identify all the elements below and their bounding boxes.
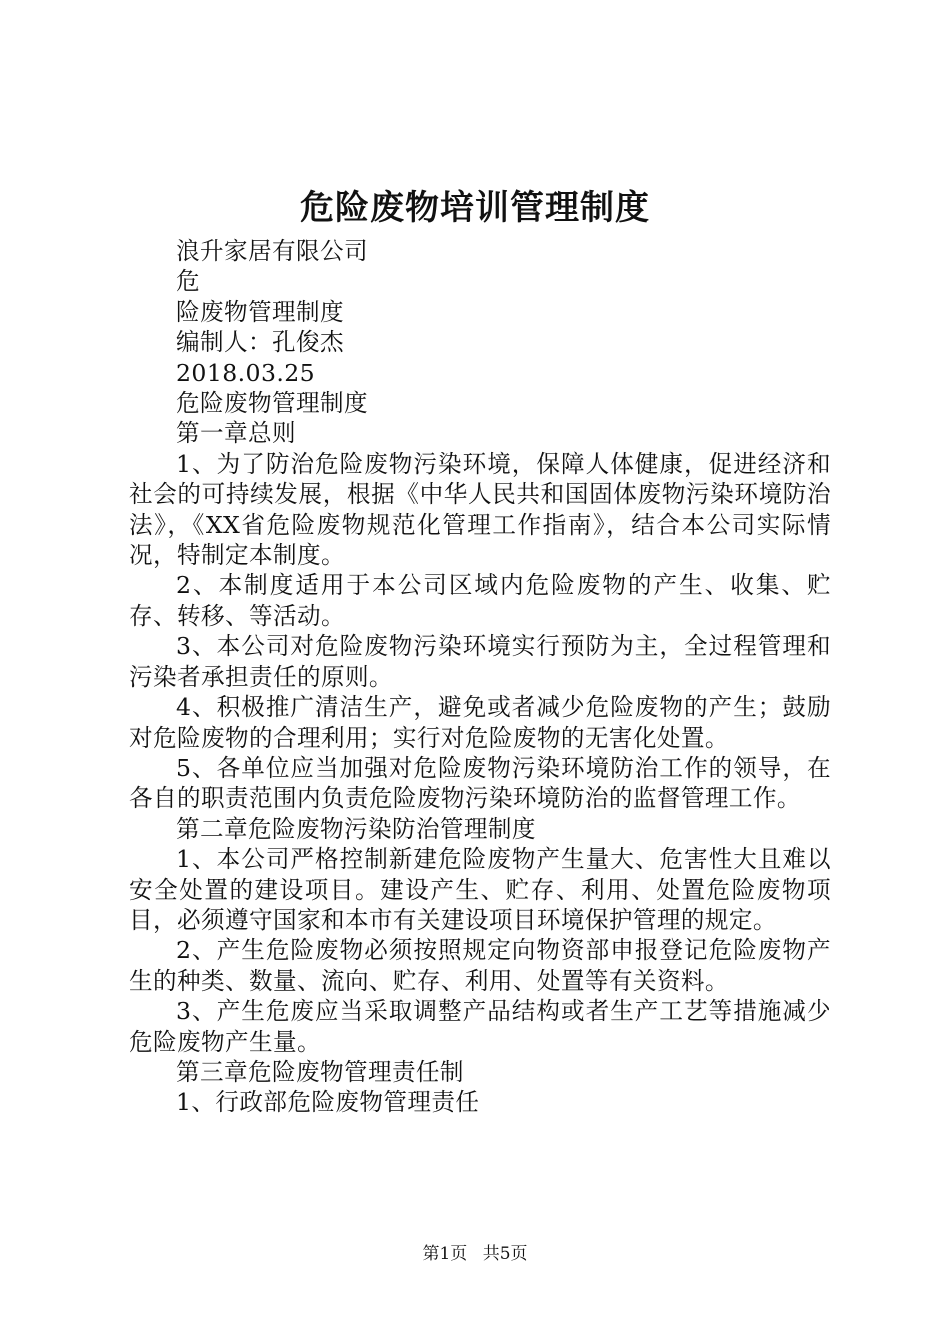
- paragraph: 3、产生危废应当采取调整产品结构或者生产工艺等措施减少危险废物产生量。: [129, 997, 831, 1056]
- author-line: 编制人：孔俊杰: [176, 328, 344, 357]
- paragraph: 1、为了防治危险废物污染环境，保障人体健康，促进经济和社会的可持续发展，根据《中华人民共和国固体废物污染环境防治法》，《XX省危险废物规范化管理工作指南》，结合本公司实际情况，特制定本制度。: [129, 449, 831, 570]
- subtitle-line: 危险废物管理制度: [176, 389, 368, 418]
- chapter-heading: 第三章危险废物管理责任制: [176, 1057, 464, 1086]
- paragraph: 5、各单位应当加强对危险废物污染环境防治工作的领导，在各自的职责范围内负责危险废物污染环境防治的监督管理工作。: [129, 753, 831, 813]
- paragraph: 1、行政部危险废物管理责任: [176, 1088, 480, 1117]
- paragraph: 2、产生危险废物必须按照规定向物资部申报登记危险废物产生的种类、数量、流向、贮存、利用、处置等有关资料。: [129, 936, 831, 995]
- page-total: 共5页: [482, 1244, 528, 1264]
- paragraph: 3、本公司对危险废物污染环境实行预防为主，全过程管理和污染者承担责任的原则。: [129, 632, 831, 691]
- page-footer: [0, 1242, 950, 1266]
- page-number: 第1页: [422, 1244, 468, 1264]
- paragraph: 2、本制度适用于本公司区域内危险废物的产生、收集、贮存、转移、等活动。: [129, 571, 831, 630]
- company-name: 浪升家居有限公司: [176, 237, 368, 265]
- paragraph: 4、积极推广清洁生产，避免或者减少危险废物的产生；鼓励对危险废物的合理利用；实行对危险废物的无害化处置。: [129, 693, 831, 752]
- chapter-heading: 第一章总则: [176, 419, 296, 448]
- date-line: 2018.03.25: [176, 358, 316, 387]
- paragraph: 1、本公司严格控制新建危险废物产生量大、危害性大且难以安全处置的建设项目。建设产生、贮存、利用、处置危险废物项目，必须遵守国家和本市有关建设项目环境保护管理的规定。: [129, 845, 831, 934]
- document-body: [129, 236, 831, 1118]
- header-line: 危: [176, 267, 200, 296]
- document-title: 危险废物培训管理制度: [300, 188, 650, 228]
- chapter-heading: 第二章危险废物污染防治管理制度: [176, 814, 536, 843]
- header-line: 险废物管理制度: [176, 297, 344, 326]
